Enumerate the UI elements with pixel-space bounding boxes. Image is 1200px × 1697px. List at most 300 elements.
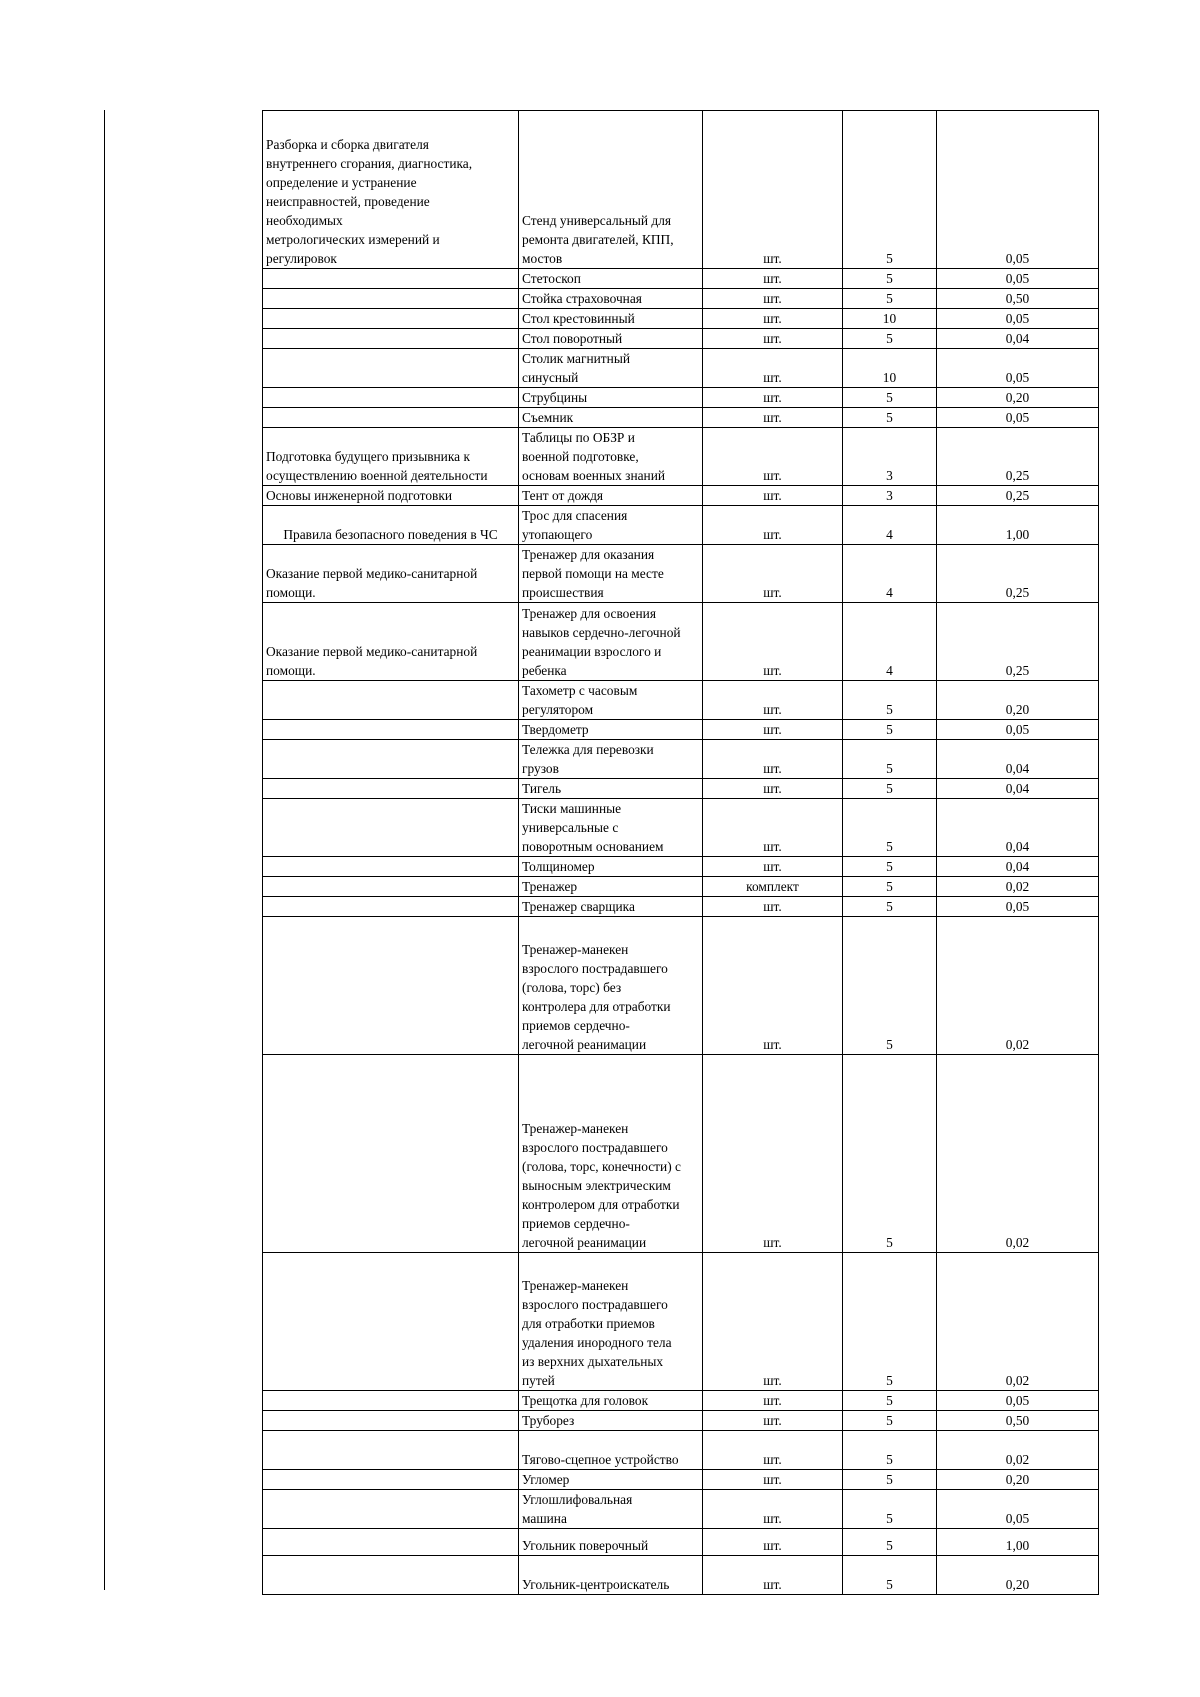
item-name-cell [519, 545, 703, 603]
unit-cell [703, 1055, 843, 1253]
unit-cell [703, 740, 843, 779]
coefficient-cell [937, 799, 1099, 857]
unit-text: шт. [763, 1393, 782, 1408]
item-name-cell [519, 486, 703, 506]
item-name-cell [519, 1490, 703, 1529]
quantity-text: 5 [886, 271, 893, 286]
coefficient-text: 0,25 [1005, 585, 1030, 600]
coefficient-cell [937, 1055, 1099, 1253]
table-row [263, 506, 1099, 545]
coefficient-text: 0,05 [1005, 722, 1030, 737]
unit-cell [703, 1391, 843, 1411]
topic-cell [263, 309, 519, 329]
item-name-cell [519, 408, 703, 428]
page-margin-line [104, 110, 105, 1590]
topic-cell [263, 897, 519, 917]
item-name-cell [519, 917, 703, 1055]
item-name-cell [519, 388, 703, 408]
quantity-cell [843, 1391, 937, 1411]
item-name-text: Тренажер-манекен взрослого пострадавшего для отработки приемов удаления инородного тела из верхних дыхательных путей [522, 1278, 672, 1388]
coefficient-cell [937, 1391, 1099, 1411]
item-name-cell [519, 877, 703, 897]
item-name-text: Трос для спасения утопающего [522, 508, 628, 542]
unit-text: шт. [763, 527, 782, 542]
item-name-text: Стол крестовинный [522, 311, 635, 326]
item-name-text: Стенд универсальный для ремонта двигателей, КПП, мостов [522, 213, 674, 266]
item-name-text: Толщиномер [522, 859, 595, 874]
coefficient-text: 1,00 [1005, 1538, 1030, 1553]
coefficient-text: 0,05 [1005, 410, 1030, 425]
quantity-cell [843, 603, 937, 681]
unit-cell [703, 388, 843, 408]
unit-text: шт. [763, 271, 782, 286]
quantity-text: 5 [886, 291, 893, 306]
quantity-cell [843, 545, 937, 603]
coefficient-text: 0,05 [1005, 1393, 1030, 1408]
quantity-text: 5 [886, 1413, 893, 1428]
quantity-cell [843, 740, 937, 779]
topic-cell [263, 329, 519, 349]
coefficient-cell [937, 681, 1099, 720]
table-row [263, 1490, 1099, 1529]
unit-text: шт. [763, 722, 782, 737]
item-name-cell [519, 720, 703, 740]
topic-cell [263, 269, 519, 289]
quantity-cell [843, 388, 937, 408]
table-row [263, 917, 1099, 1055]
coefficient-cell [937, 1556, 1099, 1595]
quantity-cell [843, 779, 937, 799]
quantity-text: 5 [886, 1235, 893, 1250]
equipment-table [262, 110, 1099, 1595]
topic-cell [263, 877, 519, 897]
quantity-text: 5 [886, 781, 893, 796]
unit-text: шт. [763, 1235, 782, 1250]
table-row [263, 1055, 1099, 1253]
unit-cell [703, 1490, 843, 1529]
topic-text: Оказание первой медико-санитарной помощи. [266, 566, 478, 600]
coefficient-text: 0,25 [1005, 663, 1030, 678]
quantity-text: 5 [886, 899, 893, 914]
table-row [263, 1431, 1099, 1470]
topic-cell [263, 506, 519, 545]
table-row [263, 720, 1099, 740]
quantity-text: 3 [886, 468, 893, 483]
item-name-text: Угольник поверочный [522, 1538, 649, 1553]
unit-cell [703, 799, 843, 857]
table-row [263, 877, 1099, 897]
item-name-text: Тигель [522, 781, 562, 796]
topic-cell [263, 408, 519, 428]
quantity-cell [843, 486, 937, 506]
quantity-text: 5 [886, 1452, 893, 1467]
coefficient-cell [937, 1253, 1099, 1391]
unit-text: комплект [746, 879, 799, 894]
item-name-text: Тренажер для оказания первой помощи на месте происшествия [522, 547, 664, 600]
unit-cell [703, 486, 843, 506]
item-name-text: Тренажер [522, 879, 578, 894]
unit-text: шт. [763, 1538, 782, 1553]
coefficient-cell [937, 857, 1099, 877]
item-name-cell [519, 289, 703, 309]
topic-cell [263, 779, 519, 799]
quantity-text: 5 [886, 859, 893, 874]
topic-cell [263, 603, 519, 681]
coefficient-cell [937, 877, 1099, 897]
coefficient-text: 0,05 [1005, 271, 1030, 286]
quantity-text: 10 [882, 370, 897, 385]
coefficient-text: 0,05 [1005, 899, 1030, 914]
topic-cell [263, 799, 519, 857]
coefficient-cell [937, 1470, 1099, 1490]
topic-cell [263, 1411, 519, 1431]
topic-text: Основы инженерной подготовки [266, 488, 453, 503]
item-name-cell [519, 740, 703, 779]
unit-text: шт. [763, 1452, 782, 1467]
topic-cell [263, 720, 519, 740]
quantity-cell [843, 1411, 937, 1431]
unit-text: шт. [763, 251, 782, 266]
unit-text: шт. [763, 291, 782, 306]
quantity-text: 5 [886, 251, 893, 266]
coefficient-cell [937, 408, 1099, 428]
unit-text: шт. [763, 761, 782, 776]
quantity-cell [843, 917, 937, 1055]
quantity-cell [843, 681, 937, 720]
coefficient-cell [937, 428, 1099, 486]
item-name-text: Столик магнитный синусный [522, 351, 630, 385]
topic-cell [263, 1556, 519, 1595]
table-row [263, 1411, 1099, 1431]
quantity-cell [843, 720, 937, 740]
coefficient-text: 0,20 [1005, 390, 1030, 405]
coefficient-cell [937, 111, 1099, 269]
quantity-text: 5 [886, 839, 893, 854]
item-name-cell [519, 309, 703, 329]
unit-cell [703, 506, 843, 545]
quantity-cell [843, 329, 937, 349]
item-name-text: Тележка для перевозки грузов [522, 742, 654, 776]
unit-text: шт. [763, 859, 782, 874]
item-name-text: Стетоскоп [522, 271, 581, 286]
topic-cell [263, 1529, 519, 1556]
unit-text: шт. [763, 1511, 782, 1526]
unit-text: шт. [763, 410, 782, 425]
coefficient-cell [937, 720, 1099, 740]
table-row [263, 349, 1099, 388]
coefficient-cell [937, 309, 1099, 329]
item-name-text: Угломер [522, 1472, 570, 1487]
coefficient-text: 0,05 [1005, 311, 1030, 326]
item-name-cell [519, 681, 703, 720]
item-name-cell [519, 603, 703, 681]
quantity-cell [843, 1431, 937, 1470]
unit-text: шт. [763, 311, 782, 326]
quantity-text: 5 [886, 761, 893, 776]
table-row [263, 309, 1099, 329]
item-name-cell [519, 799, 703, 857]
item-name-text: Тент от дождя [522, 488, 604, 503]
coefficient-text: 0,20 [1005, 1577, 1030, 1592]
item-name-cell [519, 1391, 703, 1411]
coefficient-cell [937, 269, 1099, 289]
item-name-cell [519, 1431, 703, 1470]
item-name-cell [519, 349, 703, 388]
item-name-text: Съемник [522, 410, 574, 425]
unit-cell [703, 289, 843, 309]
topic-cell [263, 388, 519, 408]
quantity-cell [843, 309, 937, 329]
table-row [263, 388, 1099, 408]
table-row [263, 545, 1099, 603]
coefficient-text: 0,04 [1005, 839, 1030, 854]
unit-text: шт. [763, 899, 782, 914]
quantity-text: 4 [886, 663, 893, 678]
coefficient-cell [937, 1431, 1099, 1470]
item-name-cell [519, 1556, 703, 1595]
coefficient-cell [937, 545, 1099, 603]
item-name-text: Струбцины [522, 390, 588, 405]
quantity-cell [843, 1055, 937, 1253]
quantity-cell [843, 877, 937, 897]
quantity-text: 5 [886, 1577, 893, 1592]
coefficient-text: 0,25 [1005, 468, 1030, 483]
item-name-cell [519, 1055, 703, 1253]
coefficient-text: 0,20 [1005, 1472, 1030, 1487]
table-row [263, 289, 1099, 309]
item-name-text: Угольник-центроискатель [522, 1577, 670, 1592]
quantity-cell [843, 799, 937, 857]
item-name-text: Тренажер для освоения навыков сердечно-легочной реанимации взрослого и ребенка [522, 606, 681, 678]
table-row [263, 857, 1099, 877]
topic-cell [263, 486, 519, 506]
unit-text: шт. [763, 781, 782, 796]
table-row [263, 799, 1099, 857]
coefficient-cell [937, 329, 1099, 349]
topic-cell [263, 545, 519, 603]
coefficient-text: 0,02 [1005, 1452, 1030, 1467]
table-row [263, 779, 1099, 799]
item-name-text: Стойка страховочная [522, 291, 642, 306]
item-name-text: Тренажер-манекен взрослого пострадавшего (голова, торс) без контролера для отработки приемов сердечно- легочной реанимации [522, 942, 671, 1052]
unit-text: шт. [763, 331, 782, 346]
table-row [263, 603, 1099, 681]
coefficient-text: 0,50 [1005, 1413, 1030, 1428]
topic-cell [263, 1055, 519, 1253]
unit-text: шт. [763, 1577, 782, 1592]
table-row [263, 1529, 1099, 1556]
coefficient-text: 0,25 [1005, 488, 1030, 503]
unit-cell [703, 720, 843, 740]
quantity-text: 3 [886, 488, 893, 503]
coefficient-cell [937, 897, 1099, 917]
item-name-cell [519, 857, 703, 877]
unit-text: шт. [763, 839, 782, 854]
coefficient-text: 0,02 [1005, 1235, 1030, 1250]
unit-cell [703, 603, 843, 681]
unit-cell [703, 1431, 843, 1470]
unit-text: шт. [763, 1472, 782, 1487]
coefficient-cell [937, 1411, 1099, 1431]
quantity-cell [843, 1529, 937, 1556]
quantity-cell [843, 428, 937, 486]
quantity-text: 5 [886, 1511, 893, 1526]
quantity-text: 5 [886, 410, 893, 425]
quantity-text: 5 [886, 1393, 893, 1408]
coefficient-text: 0,05 [1005, 251, 1030, 266]
item-name-cell [519, 897, 703, 917]
item-name-cell [519, 1411, 703, 1431]
topic-cell [263, 111, 519, 269]
coefficient-cell [937, 1490, 1099, 1529]
item-name-cell [519, 1529, 703, 1556]
item-name-text: Трещотка для головок [522, 1393, 649, 1408]
topic-cell [263, 1431, 519, 1470]
quantity-cell [843, 1490, 937, 1529]
quantity-text: 4 [886, 527, 893, 542]
item-name-cell [519, 111, 703, 269]
topic-cell [263, 428, 519, 486]
item-name-text: Таблицы по ОБЗР и военной подготовке, основам военных знаний [522, 430, 666, 483]
topic-cell [263, 289, 519, 309]
coefficient-cell [937, 917, 1099, 1055]
item-name-text: Тягово-сцепное устройство [522, 1452, 679, 1467]
quantity-text: 5 [886, 702, 893, 717]
unit-cell [703, 779, 843, 799]
table-row [263, 1391, 1099, 1411]
quantity-text: 5 [886, 1538, 893, 1553]
unit-text: шт. [763, 585, 782, 600]
coefficient-cell [937, 388, 1099, 408]
coefficient-cell [937, 1529, 1099, 1556]
item-name-cell [519, 1470, 703, 1490]
unit-cell [703, 681, 843, 720]
coefficient-cell [937, 506, 1099, 545]
coefficient-text: 0,04 [1005, 331, 1030, 346]
quantity-text: 5 [886, 331, 893, 346]
quantity-cell [843, 897, 937, 917]
table-row [263, 269, 1099, 289]
item-name-cell [519, 506, 703, 545]
item-name-text: Твердометр [522, 722, 589, 737]
topic-cell [263, 1253, 519, 1391]
unit-text: шт. [763, 370, 782, 385]
coefficient-cell [937, 486, 1099, 506]
equipment-table-body [263, 111, 1099, 1595]
unit-cell [703, 897, 843, 917]
quantity-cell [843, 269, 937, 289]
unit-text: шт. [763, 488, 782, 503]
coefficient-text: 1,00 [1005, 527, 1030, 542]
topic-cell [263, 740, 519, 779]
topic-text: Оказание первой медико-санитарной помощи. [266, 644, 478, 678]
quantity-text: 4 [886, 585, 893, 600]
topic-cell [263, 1391, 519, 1411]
quantity-text: 5 [886, 1472, 893, 1487]
table-row [263, 1470, 1099, 1490]
item-name-text: Тиски машинные универсальные с поворотным основанием [522, 801, 664, 854]
item-name-text: Тренажер-манекен взрослого пострадавшего (голова, торс, конечности) с выносным электрическим контролером для отработки приемов сердечно- легочной реанимации [522, 1121, 681, 1250]
quantity-cell [843, 1253, 937, 1391]
unit-cell [703, 349, 843, 388]
item-name-text: Тахометр с часовым регулятором [522, 683, 638, 717]
table-row [263, 486, 1099, 506]
quantity-cell [843, 857, 937, 877]
topic-cell [263, 1490, 519, 1529]
quantity-text: 5 [886, 1373, 893, 1388]
quantity-cell [843, 289, 937, 309]
coefficient-text: 0,02 [1005, 1373, 1030, 1388]
table-row [263, 740, 1099, 779]
coefficient-text: 0,04 [1005, 859, 1030, 874]
unit-cell [703, 917, 843, 1055]
topic-cell [263, 917, 519, 1055]
unit-cell [703, 309, 843, 329]
unit-cell [703, 428, 843, 486]
table-row [263, 329, 1099, 349]
topic-cell [263, 857, 519, 877]
item-name-cell [519, 428, 703, 486]
unit-cell [703, 269, 843, 289]
quantity-cell [843, 111, 937, 269]
unit-cell [703, 1470, 843, 1490]
unit-cell [703, 1411, 843, 1431]
coefficient-text: 0,05 [1005, 1511, 1030, 1526]
table-row [263, 408, 1099, 428]
table-row [263, 1253, 1099, 1391]
topic-text: Правила безопасного поведения в ЧС [283, 527, 498, 542]
item-name-cell [519, 329, 703, 349]
unit-text: шт. [763, 663, 782, 678]
topic-cell [263, 681, 519, 720]
coefficient-cell [937, 349, 1099, 388]
quantity-cell [843, 506, 937, 545]
unit-cell [703, 857, 843, 877]
unit-cell [703, 1253, 843, 1391]
table-row [263, 428, 1099, 486]
quantity-text: 5 [886, 722, 893, 737]
coefficient-text: 0,02 [1005, 879, 1030, 894]
unit-cell [703, 1529, 843, 1556]
coefficient-cell [937, 740, 1099, 779]
coefficient-cell [937, 289, 1099, 309]
item-name-cell [519, 269, 703, 289]
table-row [263, 681, 1099, 720]
unit-text: шт. [763, 1373, 782, 1388]
coefficient-text: 0,04 [1005, 781, 1030, 796]
topic-cell [263, 1470, 519, 1490]
unit-text: шт. [763, 1413, 782, 1428]
unit-cell [703, 111, 843, 269]
item-name-text: Стол поворотный [522, 331, 623, 346]
unit-cell [703, 545, 843, 603]
quantity-cell [843, 1556, 937, 1595]
unit-text: шт. [763, 1037, 782, 1052]
quantity-text: 10 [882, 311, 897, 326]
coefficient-cell [937, 779, 1099, 799]
unit-cell [703, 877, 843, 897]
coefficient-cell [937, 603, 1099, 681]
table-row [263, 897, 1099, 917]
coefficient-text: 0,50 [1005, 291, 1030, 306]
quantity-text: 5 [886, 1037, 893, 1052]
quantity-cell [843, 1470, 937, 1490]
unit-text: шт. [763, 702, 782, 717]
coefficient-text: 0,05 [1005, 370, 1030, 385]
coefficient-text: 0,02 [1005, 1037, 1030, 1052]
coefficient-text: 0,04 [1005, 761, 1030, 776]
item-name-text: Углошлифовальная машина [522, 1492, 633, 1526]
